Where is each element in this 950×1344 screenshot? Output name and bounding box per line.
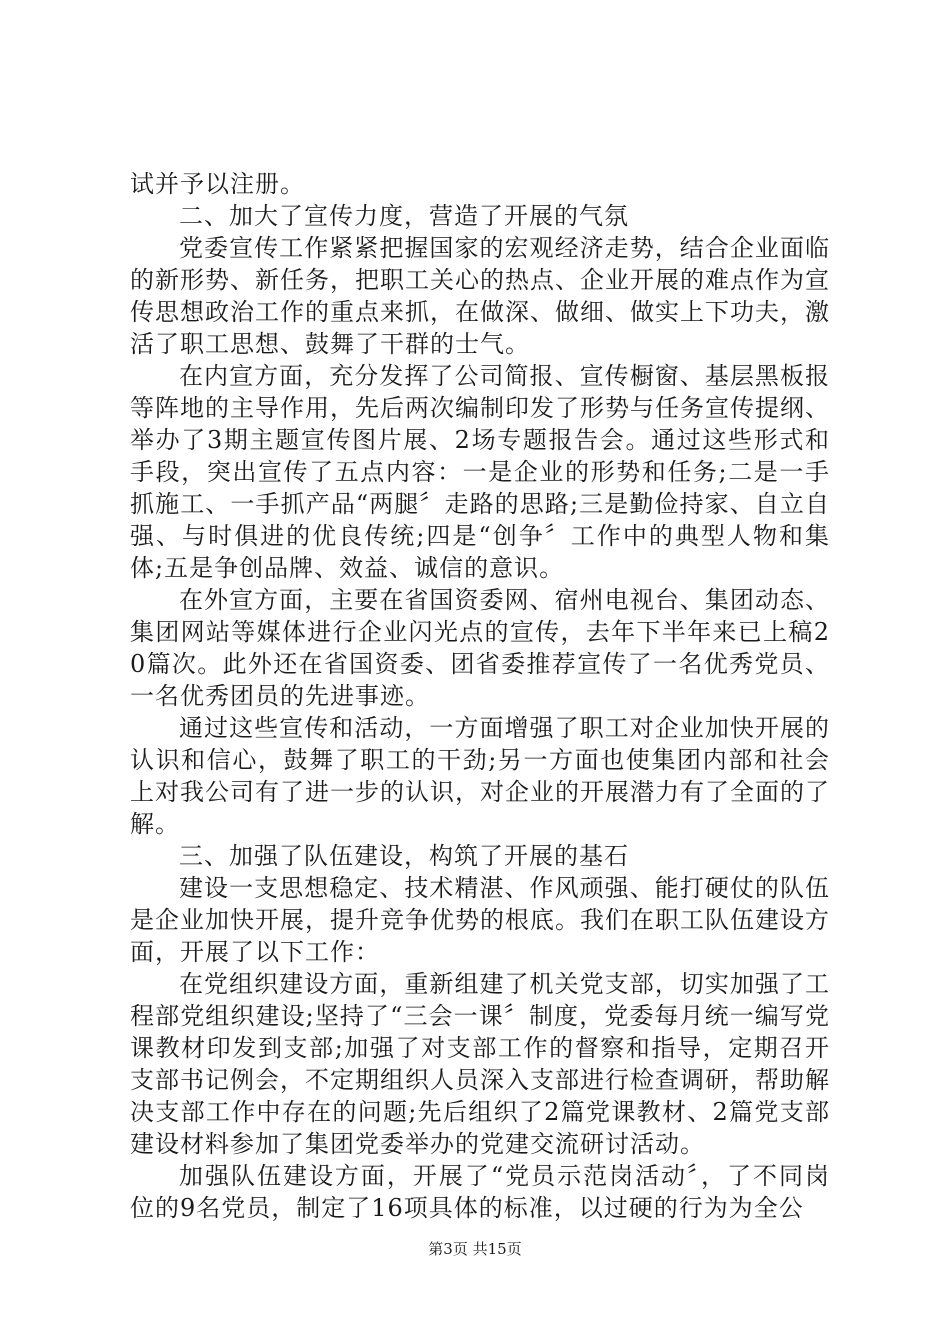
section-heading-3: 三、加强了队伍建设，构筑了开展的基石	[179, 842, 629, 870]
document-body	[130, 168, 830, 1224]
paragraph: 在内宣方面，充分发挥了公司简报、宣传橱窗、基层黑板报等阵地的主导作用，先后两次编制印发了形势与任务宣传提纲、举办了3期主题宣传图片展、2场专题报告会。通过这些形式和手段，突出宣传了五点内容：一是企业的形势和任务;二是一手抓施工、一手抓产品“两腿〞走路的思路;三是勤俭持家、自立自强、与时俱进的优良传统;四是“创争〞工作中的典型人物和集体;五是争创品牌、效益、诚信的意识。	[130, 362, 830, 582]
paragraph: 通过这些宣传和活动，一方面增强了职工对企业加快开展的认识和信心，鼓舞了职工的干劲;另一方面也使集团内部和社会上对我公司有了进一步的认识，对企业的开展潜力有了全面的了解。	[130, 714, 830, 838]
paragraph: 在党组织建设方面，重新组建了机关党支部，切实加强了工程部党组织建设;坚持了“三会一课〞制度，党委每月统一编写党课教材印发到支部;加强了对支部工作的督察和指导，定期召开支部书记例会，不定期组织人员深入支部进行检查调研，帮助解决支部工作中存在的问题;先后组织了2篇党课教材、2篇党支部建设材料参加了集团党委举办的党建交流研讨活动。	[130, 970, 830, 1158]
paragraph: 党委宣传工作紧紧把握国家的宏观经济走势，结合企业面临的新形势、新任务，把职工关心的热点、企业开展的难点作为宣传思想政治工作的重点来抓，在做深、做细、做实上下功夫，激活了职工思想、鼓舞了干群的士气。	[130, 234, 830, 358]
paragraph: 建设一支思想稳定、技术精湛、作风顽强、能打硬仗的队伍是企业加快开展，提升竞争优势的根底。我们在职工队伍建设方面，开展了以下工作：	[130, 874, 830, 966]
section-heading-2: 二、加大了宣传力度，营造了开展的气氛	[179, 202, 629, 230]
paragraph: 在外宣方面，主要在省国资委网、宿州电视台、集团动态、集团网站等媒体进行企业闪光点的宣传，去年下半年来已上稿20篇次。此外还在省国资委、团省委推荐宣传了一名优秀党员、一名优秀团员的先进事迹。	[130, 586, 830, 710]
paragraph-continuation: 试并予以注册。	[130, 170, 305, 198]
paragraph: 加强队伍建设方面，开展了“党员示范岗活动〞，了不同岗位的9名党员，制定了16项具体的标准，以过硬的行为为全公	[130, 1162, 830, 1222]
page-footer: 第3页 共15页	[428, 1240, 522, 1258]
